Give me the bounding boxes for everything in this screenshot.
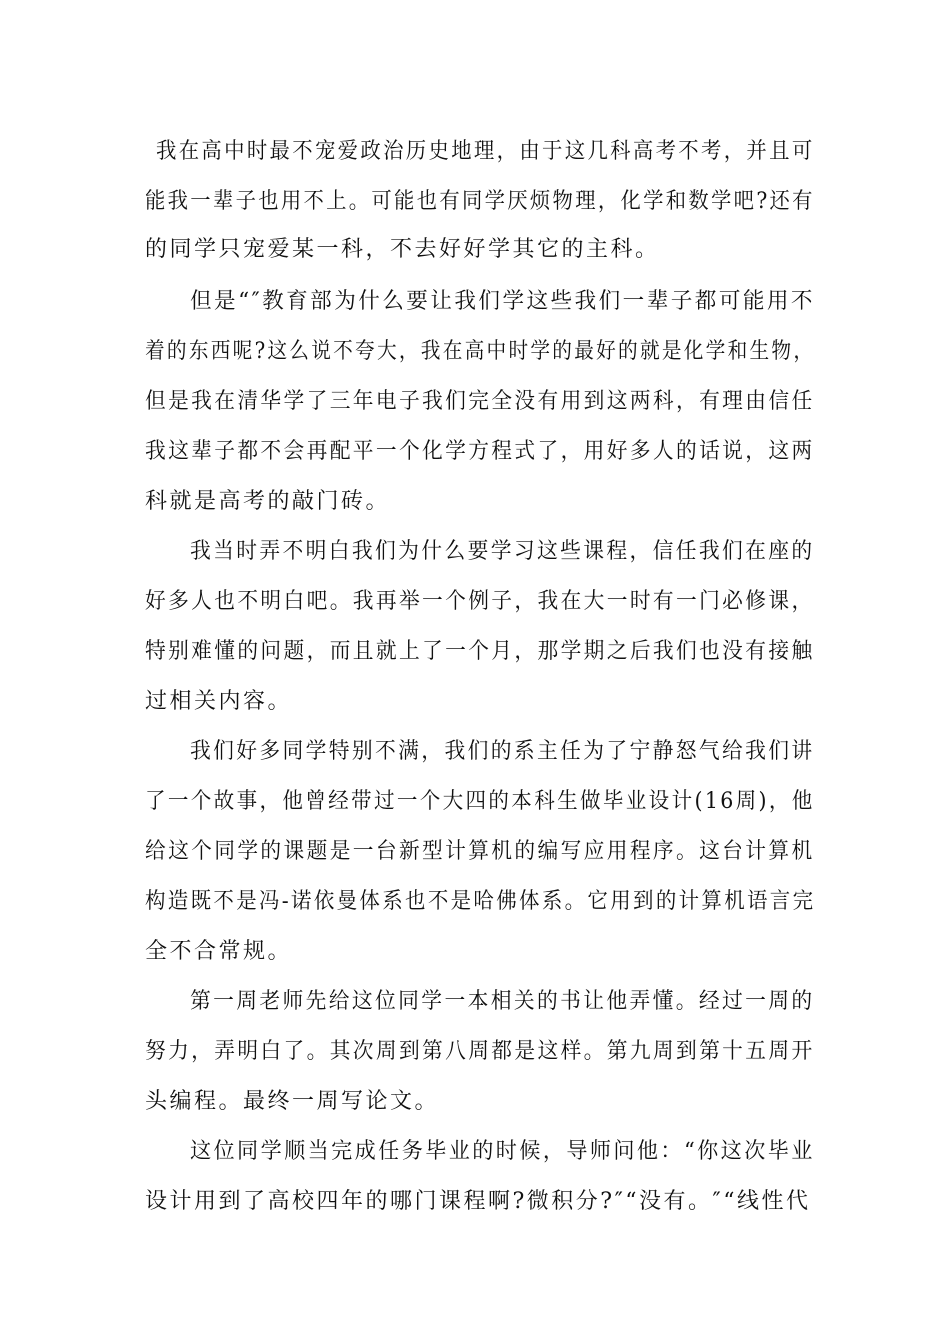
text-line: 特别难懂的问题，而且就上了一个月，那学期之后我们也没有接触 xyxy=(145,639,815,664)
text-line: 我当时弄不明白我们为什么要学习这些课程，信任我们在座的 xyxy=(190,539,815,564)
text-line: 科就是高考的敲门砖。 xyxy=(145,489,391,514)
text-line: 了一个故事，他曾经带过一个大四的本科生做毕业设计(16周)，他 xyxy=(145,789,815,814)
text-line: 努力，弄明白了。其次周到第八周都是这样。第九周到第十五周开 xyxy=(145,1039,815,1064)
text-line: 但是“″教育部为什么要让我们学这些我们一辈子都可能用不 xyxy=(190,289,815,314)
text-line: 构造既不是冯-诺依曼体系也不是哈佛体系。它用到的计算机语言完 xyxy=(145,889,816,914)
text-line: 能我一辈子也用不上。可能也有同学厌烦物理，化学和数学吧?还有 xyxy=(145,189,815,214)
text-line: 设计用到了高校四年的哪门课程啊?微积分?″“没有。″“线性代 xyxy=(145,1189,811,1214)
text-line: 全不合常规。 xyxy=(145,939,293,964)
text-line: 我们好多同学特别不满，我们的系主任为了宁静怒气给我们讲 xyxy=(190,739,815,764)
text-line: 给这个同学的课题是一台新型计算机的编写应用程序。这台计算机 xyxy=(145,839,815,864)
text-line: 第一周老师先给这位同学一本相关的书让他弄懂。经过一周的 xyxy=(190,989,815,1014)
text-line: 但是我在清华学了三年电子我们完全没有用到这两科，有理由信任 xyxy=(145,389,815,414)
text-line: 过相关内容。 xyxy=(145,689,293,714)
text-line: 的同学只宠爱某一科，不去好好学其它的主科。 xyxy=(145,237,660,262)
text-line: 好多人也不明白吧。我再举一个例子，我在大一时有一门必修课， xyxy=(145,589,815,614)
text-line: 我在高中时最不宠爱政治历史地理，由于这几科高考不考，并且可 xyxy=(156,139,815,164)
text-line: 着的东西呢?这么说不夸大，我在高中时学的最好的就是化学和生物， xyxy=(145,339,816,364)
text-line: 我这辈子都不会再配平一个化学方程式了，用好多人的话说，这两 xyxy=(145,439,815,464)
text-line: 这位同学顺当完成任务毕业的时候，导师问他：“你这次毕业 xyxy=(190,1139,815,1164)
text-line: 头编程。最终一周写论文。 xyxy=(145,1089,440,1114)
